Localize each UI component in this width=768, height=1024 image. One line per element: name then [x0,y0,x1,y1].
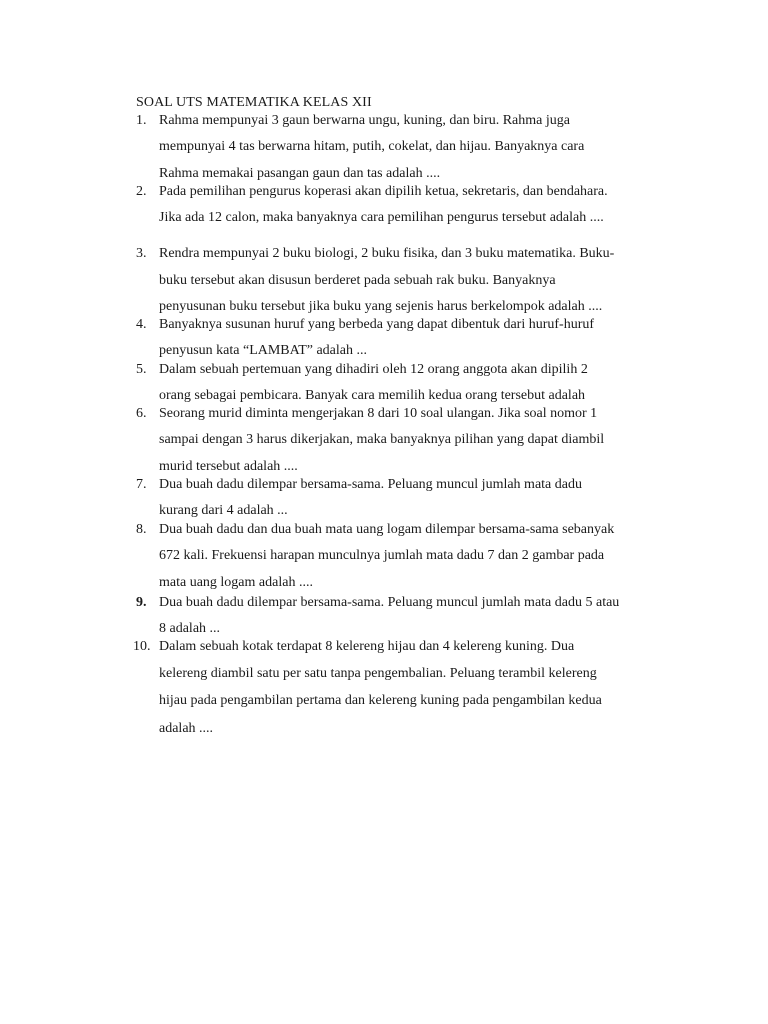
question-number: 9. [136,595,147,610]
question-text-line: Dalam sebuah pertemuan yang dihadiri oleh 12 orang anggota akan dipilih 2 [159,362,588,377]
question-text-line: Dalam sebuah kotak terdapat 8 kelereng hijau dan 4 kelereng kuning. Dua [159,639,575,654]
question-text-line: 8 adalah ... [159,621,221,636]
document-title: SOAL UTS MATEMATIKA KELAS XII [136,95,372,110]
question-text-line: Dua buah dadu dilempar bersama-sama. Peluang muncul jumlah mata dadu [159,477,582,492]
question-text-line: hijau pada pengambilan pertama dan kelereng kuning pada pengambilan kedua [159,693,602,708]
question-number: 5. [136,362,147,377]
question-text-line: orang sebagai pembicara. Banyak cara memilih kedua orang tersebut adalah [159,388,586,403]
question-text-line: penyusun kata “LAMBAT” adalah ... [159,343,367,358]
question-text-line: Dua buah dadu dilempar bersama-sama. Peluang muncul jumlah mata dadu 5 atau [159,595,620,610]
question-number: 8. [136,522,147,537]
question-text-line: adalah .... [159,721,214,736]
question-text-line: kurang dari 4 adalah ... [159,503,288,518]
question-text-line: mata uang logam adalah .... [159,575,313,590]
question-number: 4. [136,317,147,332]
question-text-line: sampai dengan 3 harus dikerjakan, maka banyaknya pilihan yang dapat diambil [159,432,605,447]
question-text-line: penyusunan buku tersebut jika buku yang sejenis harus berkelompok adalah .... [159,299,603,314]
question-text-line: Rahma memakai pasangan gaun dan tas adalah .... [159,166,441,181]
question-text-line: kelereng diambil satu per satu tanpa pengembalian. Peluang terambil kelereng [159,666,597,681]
question-text-line: Seorang murid diminta mengerjakan 8 dari 10 soal ulangan. Jika soal nomor 1 [159,406,598,421]
question-number: 10. [133,639,151,654]
question-number: 7. [136,477,147,492]
question-number: 2. [136,184,147,199]
question-text-line: Jika ada 12 calon, maka banyaknya cara pemilihan pengurus tersebut adalah .... [159,210,604,225]
question-text-line: Rendra mempunyai 2 buku biologi, 2 buku fisika, dan 3 buku matematika. Buku- [159,246,615,261]
question-text-line: Rahma mempunyai 3 gaun berwarna ungu, kuning, dan biru. Rahma juga [159,113,570,128]
question-text-line: buku tersebut akan disusun berderet pada sebuah rak buku. Banyaknya [159,273,556,288]
question-number: 6. [136,406,147,421]
question-number: 1. [136,113,147,128]
question-number: 3. [136,246,147,261]
question-text-line: mempunyai 4 tas berwarna hitam, putih, cokelat, dan hijau. Banyaknya cara [159,139,585,154]
question-text-line: 672 kali. Frekuensi harapan munculnya jumlah mata dadu 7 dan 2 gambar pada [159,548,605,563]
question-text-line: Dua buah dadu dan dua buah mata uang logam dilempar bersama-sama sebanyak [159,522,615,537]
question-text-line: murid tersebut adalah .... [159,459,298,474]
question-text-line: Pada pemilihan pengurus koperasi akan dipilih ketua, sekretaris, dan bendahara. [159,184,608,199]
question-text-line: Banyaknya susunan huruf yang berbeda yang dapat dibentuk dari huruf-huruf [159,317,595,332]
